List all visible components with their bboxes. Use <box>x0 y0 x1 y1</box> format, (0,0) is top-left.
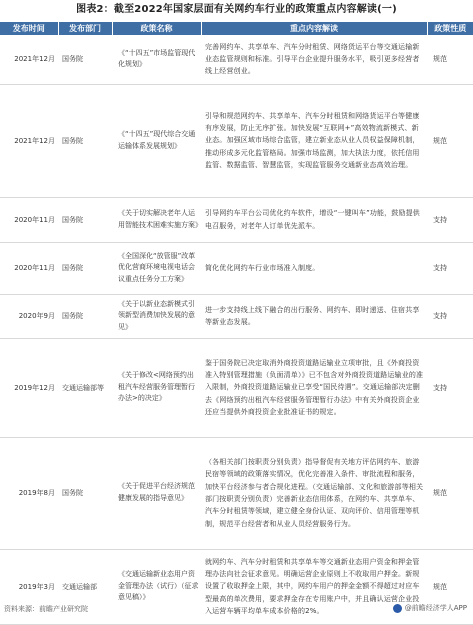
table-row <box>0 294 473 338</box>
cell-dept: 交通运输部 <box>58 549 112 624</box>
header-content: 重点内容解读 <box>201 22 427 35</box>
cell-nature: 规范 <box>427 549 473 624</box>
cell-policy-name: 《全国深化“放管服”改革优化营商环境电视电话会议重点任务分工方案》 <box>112 242 201 294</box>
cell-dept: 国务院 <box>58 437 112 549</box>
cell-dept: 国务院 <box>58 35 112 84</box>
cell-policy-name: 《“十四五”现代综合交通运输体系发展规划》 <box>112 84 201 197</box>
cell-date: 2021年12月 <box>0 35 58 84</box>
cell-content: 进一步支持线上线下融合的出行服务、网约车、即时递送、住宿共享等新业态发展。 <box>201 294 427 338</box>
cell-content: 就网约车、汽车分时租赁和共享单车等交通新业态用户资金和押金管理办法向社会征求意见。明确运营企业原则上不收取用户押金。新规设置了收取押金上限，其中，网约车用户的押金金额不得超过对应车型最高的单次费用，要求押金存在专用账户中，并且确认运营企业投入运营车辆平均单车成本价格的2%。 <box>201 549 427 624</box>
cell-date: 2021年12月 <box>0 84 58 197</box>
cell-policy-name: 《关于以新业态新模式引领新型消费加快发展的意见》 <box>112 294 201 338</box>
table-row <box>0 242 473 294</box>
cell-policy-name: 《“十四五”市场监管现代化规划》 <box>112 35 201 84</box>
brand-text: @前瞻经济学人APP <box>404 604 467 612</box>
cell-dept: 国务院 <box>58 294 112 338</box>
header-dept: 发布部门 <box>58 22 112 35</box>
cell-dept: 国务院 <box>58 197 112 242</box>
cell-dept: 国务院 <box>58 242 112 294</box>
cell-nature: 支持 <box>427 294 473 338</box>
cell-nature: 规范 <box>427 437 473 549</box>
cell-dept: 交通运输部等 <box>58 338 112 437</box>
cell-nature: 支持 <box>427 338 473 437</box>
cell-date: 2019年8月 <box>0 437 58 549</box>
table-header-row <box>0 22 473 35</box>
footer <box>0 602 473 616</box>
table-row <box>0 35 473 84</box>
cell-date: 2020年9月 <box>0 294 58 338</box>
table-row <box>0 437 473 549</box>
table-row <box>0 338 473 437</box>
cell-policy-name: 《关于切实解决老年人运用智能技术困难实施方案》 <box>112 197 201 242</box>
policy-table <box>0 22 473 625</box>
header-name: 政策名称 <box>112 22 201 35</box>
cell-date: 2020年11月 <box>0 197 58 242</box>
cell-content: 引导和规范网约车、共享单车、汽车分时租赁和网络货运平台等健康有序发展，防止无序扩张。加快发展“互联网+”高效物流新模式、新业态。加强区域市场综合监管，建立新业态从业人员权益保障机制，推动形成多元化监管格局。加强市场监测，加大执法力度，依托信用监管、数据监管、智慧监管，实现监管服务交通新业态高效治理。 <box>201 84 427 197</box>
cell-policy-name: 《交通运输新业态用户资金管理办法（试行）（征求意见稿）》 <box>112 549 201 624</box>
cell-nature: 规范 <box>427 84 473 197</box>
cell-date: 2019年3月 <box>0 549 58 624</box>
cell-policy-name: 《关于促进平台经济规范健康发展的指导意见》 <box>112 437 201 549</box>
cell-nature: 支持 <box>427 242 473 294</box>
cell-date: 2019年12月 <box>0 338 58 437</box>
header-nature: 政策性质 <box>427 22 473 35</box>
cell-content: 引导网约车平台公司优化约车软件，增设“一键叫车”功能，鼓励提供电召服务，对老年人订单优先派车。 <box>201 197 427 242</box>
brand-mark <box>393 603 467 613</box>
table-row <box>0 84 473 197</box>
cell-content: （各相关部门按职责分别负责）指导督促有关地方评估网约车、旅游民宿等领域的政策落实情况，优化完善准入条件、审批流程和服务，加快平台经济参与者合规化进程。（交通运输部、文化和旅游部等相关部门按职责分别负责）完善新业态信用体系，在网约车、共享单车、汽车分时租赁等领域，建立健全身份认证、双向评价、信用管理等机制，规范平台经营者和从业人员经营服务行为。 <box>201 437 427 549</box>
brand-logo-icon <box>393 604 402 613</box>
cell-nature: 规范 <box>427 35 473 84</box>
table-row <box>0 197 473 242</box>
cell-policy-name: 《关于修改<网络预约出租汽车经营服务管理暂行办法>的决定》 <box>112 338 201 437</box>
source-note: 资料来源：前瞻产业研究院 <box>4 605 88 613</box>
cell-date: 2020年11月 <box>0 242 58 294</box>
cell-content: 完善网约车、共享单车、汽车分时租赁、网络货运平台等交通运输新业态监管规则和标准。引导平台企业提升服务水平，吸引更多经营者线上经营创业。 <box>201 35 427 84</box>
cell-nature: 支持 <box>427 197 473 242</box>
header-date: 发布时间 <box>0 22 58 35</box>
cell-content: 鉴于国务院已决定取消外商投资道路运输业立项审批，且《外商投资准入特别管理措施（负面清单）》已不包含对外商投资道路运输业的准入限制，外商投资道路运输业已享受“国民待遇”。交通运输部决定删去《网络预约出租汽车经营服务管理暂行办法》中有关外商投资企业还应当提供外商投资企业批准证书的规定。 <box>201 338 427 437</box>
cell-dept: 国务院 <box>58 84 112 197</box>
cell-content: 简化优化网约车行业市场准入制度。 <box>201 242 427 294</box>
chart-title: 图表2：截至2022年国家层面有关网约车行业的政策重点内容解读(一) <box>76 4 397 15</box>
